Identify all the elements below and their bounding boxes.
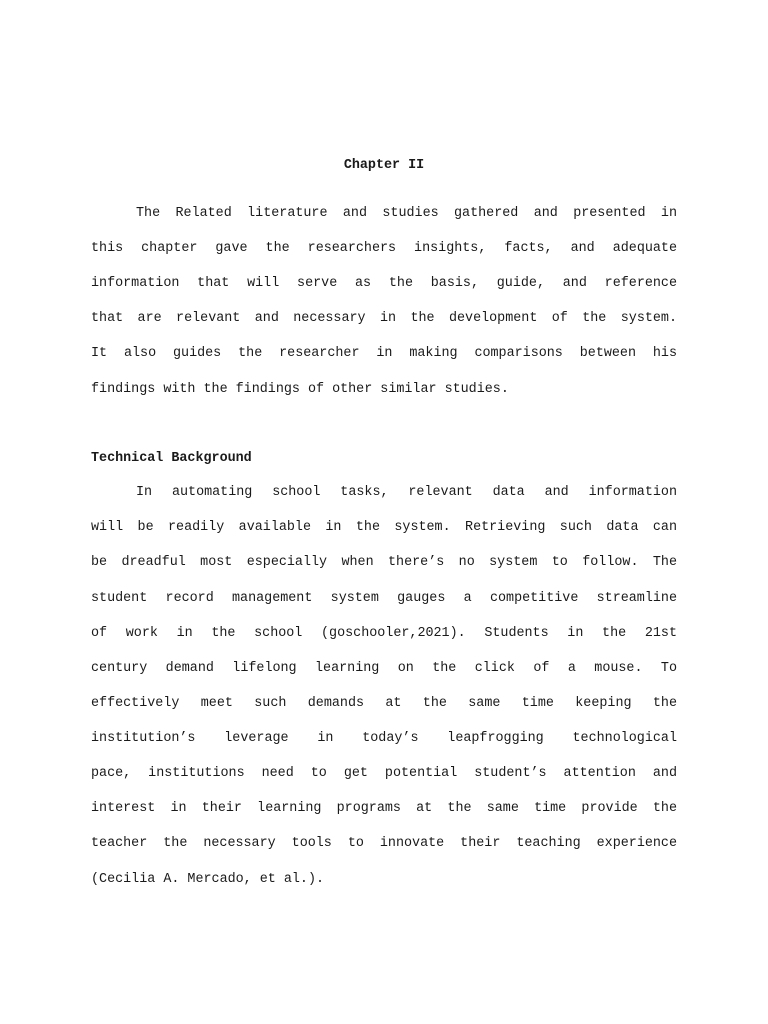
paragraph-line: interest in their learning programs at the same time provide the <box>91 801 677 816</box>
paragraph-line: It also guides the researcher in making comparisons between his <box>91 346 677 361</box>
paragraph-line: In automating school tasks, relevant data and information <box>136 485 677 500</box>
paragraph-line: student record management system gauges a competitive streamline <box>91 591 677 606</box>
paragraph-line: of work in the school (goschooler,2021). Students in the 21st <box>91 626 677 641</box>
paragraph-line: pace, institutions need to get potential student’s attention and <box>91 766 677 781</box>
paragraph-line: effectively meet such demands at the same time keeping the <box>91 696 677 711</box>
paragraph-line: information that will serve as the basis, guide, and reference <box>91 276 677 291</box>
paragraph-line: be dreadful most especially when there’s no system to follow. The <box>91 555 677 570</box>
paragraph-line: that are relevant and necessary in the development of the system. <box>91 311 677 326</box>
paragraph-line: will be readily available in the system. Retrieving such data can <box>91 520 677 535</box>
paragraph-line: findings with the findings of other similar studies. <box>91 382 509 397</box>
paragraph-line: this chapter gave the researchers insights, facts, and adequate <box>91 241 677 256</box>
paragraph-line: century demand lifelong learning on the click of a mouse. To <box>91 661 677 676</box>
paragraph-line: teacher the necessary tools to innovate their teaching experience <box>91 836 677 851</box>
paragraph-line: (Cecilia A. Mercado, et al.). <box>91 872 325 887</box>
section-heading: Technical Background <box>91 451 252 466</box>
chapter-title: Chapter II <box>343 158 425 173</box>
paragraph-line: institution’s leverage in today’s leapfrogging technological <box>91 731 677 746</box>
paragraph-line: The Related literature and studies gathered and presented in <box>136 206 677 221</box>
